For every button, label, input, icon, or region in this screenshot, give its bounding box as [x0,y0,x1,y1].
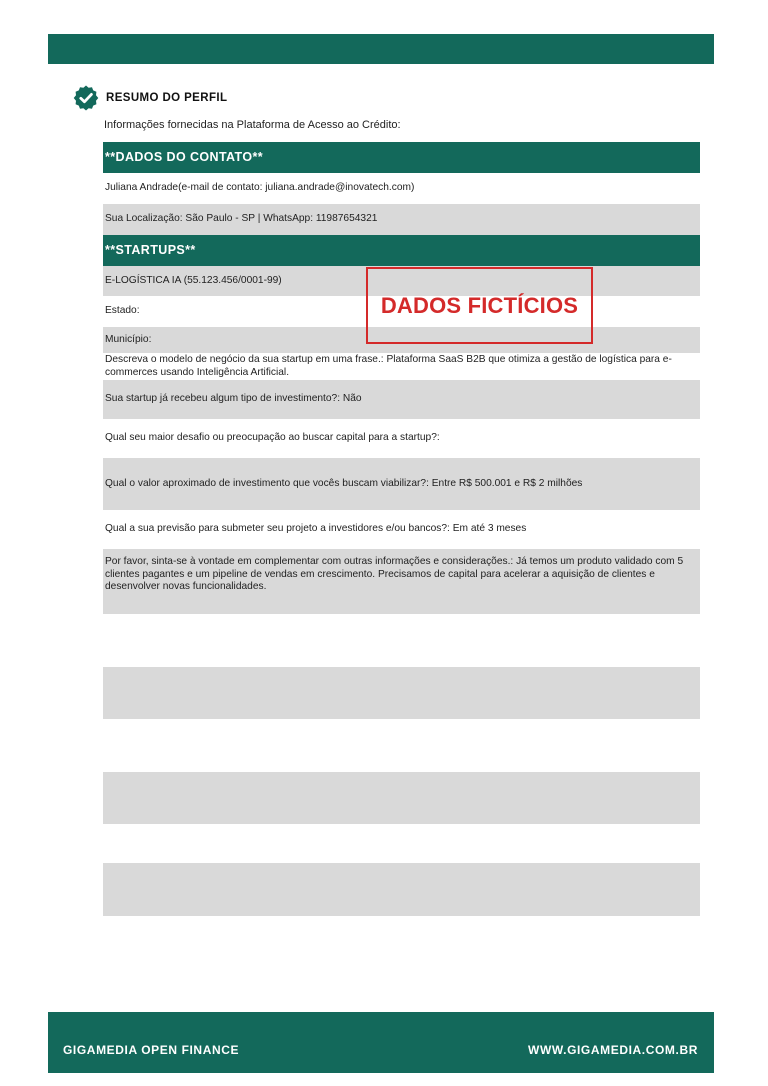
section-contact-header: **DADOS DO CONTATO** [103,142,700,173]
startup-biggest-challenge: Qual seu maior desafio ou preocupação ao buscar capital para a startup?: [105,432,440,444]
section-startups-header: **STARTUPS** [103,235,700,266]
profile-rows [103,142,700,916]
startup-estado: Estado: [105,305,140,317]
profile-header [72,84,227,112]
empty-row [103,772,700,824]
contact-location-whatsapp: Sua Localização: São Paulo - SP | WhatsApp: 11987654321 [103,204,700,235]
empty-row [103,614,700,667]
stamp-text: DADOS FICTÍCIOS [380,292,579,318]
intro-text: Informações fornecidas na Plataforma de Acesso ao Crédito: [104,119,401,131]
contact-name-email: Juliana Andrade(e-mail de contato: juliana.andrade@inovatech.com) [105,182,415,194]
footer-bar [48,1012,714,1073]
startup-investment-amount: Qual o valor aproximado de investimento que vocês buscam viabilizar?: Entre R$ 500.001 e R$ 2 milhões [103,458,700,510]
footer-brand: GIGAMEDIA OPEN FINANCE [63,1043,240,1057]
empty-row [103,824,700,863]
fictitious-data-stamp [366,267,593,344]
startup-submission-forecast: Qual a sua previsão para submeter seu projeto a investidores e/ou bancos?: Em até 3 meses [105,523,527,535]
startup-additional-info: Por favor, sinta-se à vontade em complementar com outras informações e considerações.: Já temos um produto validado com 5 clientes pagantes e um pipeline de vendas em crescimento. Precisamos de capital para acelerar a aquisição de clientes e desenvolver novas funcionalidades. [103,549,700,614]
empty-row [103,863,700,916]
footer-website-link[interactable]: WWW.GIGAMEDIA.COM.BR [528,1043,698,1057]
check-badge-icon [72,84,100,112]
startup-investment-received: Sua startup já recebeu algum tipo de investimento?: Não [103,380,700,419]
startup-municipio: Município: [103,327,700,353]
empty-row [103,667,700,719]
profile-title: RESUMO DO PERFIL [106,92,228,104]
empty-row [103,719,700,772]
top-bar [48,34,714,64]
startup-company: E-LOGÍSTICA IA (55.123.456/0001-99) [103,266,700,296]
startup-business-model: Descreva o modelo de negócio da sua startup em uma frase.: Plataforma SaaS B2B que otimiza a gestão de logística para e-commerces usando Inteligência Artificial. [105,354,672,378]
